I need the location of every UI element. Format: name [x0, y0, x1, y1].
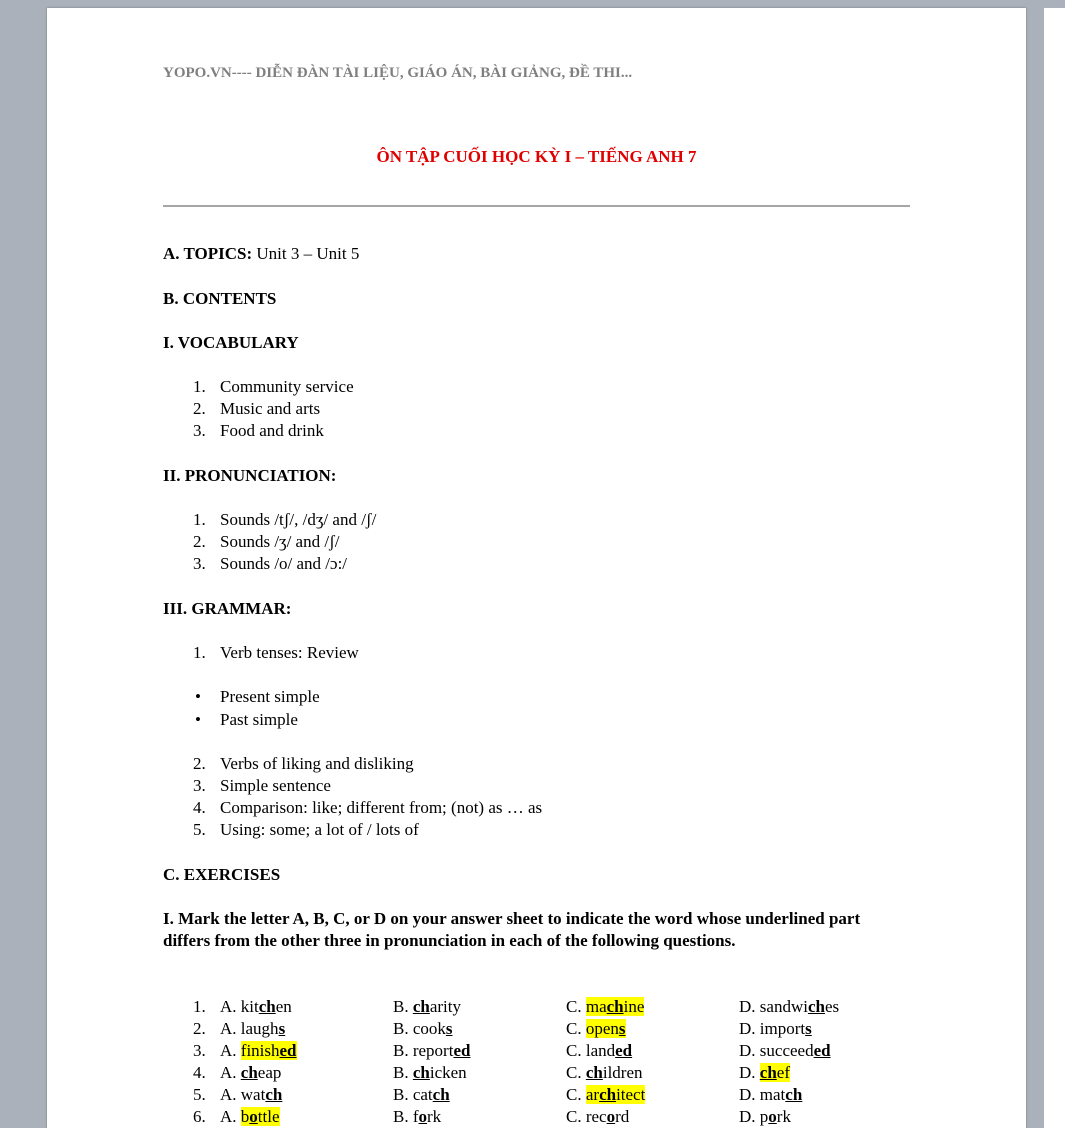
answer-option [566, 1018, 626, 1040]
option-word [413, 1063, 467, 1082]
word-start: cook [412, 1019, 446, 1038]
question-number: 6. [193, 1107, 206, 1126]
word-end: arity [429, 997, 461, 1016]
word-end: en [275, 997, 292, 1016]
option-word [586, 1085, 645, 1104]
underlined-part: ed [453, 1041, 471, 1060]
answer-option [566, 1040, 632, 1062]
option-word [760, 1063, 790, 1082]
option-word [760, 1085, 803, 1104]
option-word [586, 1041, 632, 1060]
word-start: f [412, 1107, 419, 1126]
option-word [760, 1019, 812, 1038]
answer-option [220, 1040, 297, 1062]
option-letter: B. [393, 1085, 413, 1104]
underlined-part: ch [412, 997, 430, 1016]
word-start: land [585, 1041, 616, 1060]
option-letter: D. [739, 1019, 760, 1038]
underlined-part: ed [615, 1041, 633, 1060]
word-end: eap [257, 1063, 282, 1082]
horizontal-rule [163, 205, 910, 207]
list-item: Sounds /o/ and /ɔ:/ [220, 554, 348, 573]
option-letter: C. [566, 997, 586, 1016]
underlined-part: s [278, 1019, 286, 1038]
answer-option [739, 996, 839, 1018]
word-end: ine [623, 997, 645, 1016]
option-word [413, 1041, 471, 1060]
answer-option [393, 1106, 441, 1128]
word-end: icken [429, 1063, 467, 1082]
list-item: Food and drink [220, 421, 324, 440]
list-item: Community service [220, 377, 354, 396]
option-letter: B. [393, 1041, 413, 1060]
word-start: finish [240, 1041, 280, 1060]
word-start: kit [240, 997, 259, 1016]
topics-label: A. TOPICS: [163, 244, 253, 263]
answer-option [566, 1062, 643, 1084]
grammar-heading: III. GRAMMAR: [163, 599, 292, 618]
exercises-heading: C. EXERCISES [163, 865, 281, 884]
vocabulary-heading: I. VOCABULARY [163, 333, 299, 352]
option-word [760, 997, 839, 1016]
word-start: ar [585, 1085, 600, 1104]
answer-option [220, 1018, 285, 1040]
answer-option [393, 1084, 450, 1106]
bullet-point: • [195, 710, 201, 729]
word-start: wat [240, 1085, 266, 1104]
word-end: es [824, 997, 840, 1016]
word-start: b [240, 1107, 250, 1126]
list-item: Sounds /tʃ/, /dʒ/ and /ʃ/ [220, 510, 377, 529]
answer-option [393, 1018, 453, 1040]
option-letter: A. [220, 1041, 241, 1060]
word-start: p [759, 1107, 769, 1126]
answer-option [393, 1040, 470, 1062]
list-number: 1. [193, 643, 206, 662]
option-letter: C. [566, 1063, 586, 1082]
answer-option [739, 1040, 831, 1062]
option-letter: A. [220, 1107, 241, 1126]
option-word [241, 1041, 297, 1060]
word-start: sandwi [759, 997, 808, 1016]
word-start: report [412, 1041, 454, 1060]
underlined-part: ch [759, 1063, 777, 1082]
answer-option [739, 1084, 802, 1106]
option-word [241, 1107, 280, 1126]
underlined-part: ed [813, 1041, 831, 1060]
word-start: ma [585, 997, 607, 1016]
exercise-instruction: I. Mark the letter A, B, C, or D on your answer sheet to indicate the word whose underlined part differs from the other three in pronunciation in each of the following questions. [163, 909, 861, 950]
word-start: mat [759, 1085, 786, 1104]
word-start: cat [412, 1085, 433, 1104]
option-letter: C. [566, 1019, 586, 1038]
answer-option [566, 1084, 645, 1106]
option-letter: A. [220, 1063, 241, 1082]
option-letter: D. [739, 1063, 760, 1082]
word-start: rec [585, 1107, 607, 1126]
option-word [241, 997, 292, 1016]
answer-option [566, 1106, 629, 1128]
option-word [413, 1085, 450, 1104]
underlined-part: ch [606, 997, 624, 1016]
word-start: open [585, 1019, 619, 1038]
word-end: ildren [602, 1063, 643, 1082]
pronunciation-heading: II. PRONUNCIATION: [163, 466, 337, 485]
option-letter: D. [739, 1085, 760, 1104]
option-letter: D. [739, 1041, 760, 1060]
underlined-part: ch [585, 1063, 603, 1082]
option-word [241, 1063, 282, 1082]
answer-option [393, 1062, 467, 1084]
document-title: ÔN TẬP CUỐI HỌC KỲ I – TIẾNG ANH 7 [376, 147, 697, 166]
option-word [760, 1041, 831, 1060]
underlined-part: ch [265, 1085, 283, 1104]
list-item: Verbs of liking and disliking [220, 754, 414, 773]
option-letter: A. [220, 1085, 241, 1104]
option-letter: B. [393, 1019, 413, 1038]
underlined-part: ch [412, 1063, 430, 1082]
list-number: 3. [193, 776, 206, 795]
next-page-edge [1044, 8, 1065, 1128]
list-item: Using: some; a lot of / lots of [220, 820, 419, 839]
option-letter: D. [739, 997, 760, 1016]
underlined-part: ch [258, 997, 276, 1016]
word-start: import [759, 1019, 806, 1038]
word-end: rk [427, 1107, 442, 1126]
answer-option [739, 1018, 812, 1040]
list-item: Comparison: like; different from; (not) as … as [220, 798, 543, 817]
bullet-point: • [195, 687, 201, 706]
option-letter: C. [566, 1107, 586, 1126]
underlined-part: s [618, 1019, 626, 1038]
option-word [241, 1085, 283, 1104]
underlined-part: ch [432, 1085, 450, 1104]
option-letter: C. [566, 1041, 586, 1060]
question-number: 4. [193, 1063, 206, 1082]
bullet-item: Past simple [220, 710, 298, 729]
option-letter: A. [220, 997, 241, 1016]
list-item: Sounds /ʒ/ and /ʃ/ [220, 532, 340, 551]
answer-option [220, 1084, 282, 1106]
bullet-item: Present simple [220, 687, 320, 706]
answer-option [220, 996, 292, 1018]
contents-heading: B. CONTENTS [163, 289, 277, 308]
answer-option [220, 1062, 281, 1084]
underlined-part: ch [240, 1063, 258, 1082]
answer-option [739, 1106, 791, 1128]
option-word [586, 997, 645, 1016]
option-letter: B. [393, 997, 413, 1016]
list-number: 2. [193, 399, 206, 418]
underlined-part: o [606, 1107, 616, 1126]
option-letter: B. [393, 1063, 413, 1082]
answer-option [739, 1062, 790, 1084]
word-end: rd [615, 1107, 630, 1126]
list-number: 3. [193, 554, 206, 573]
underlined-part: o [768, 1107, 777, 1126]
option-word [586, 1063, 643, 1082]
word-end: rk [776, 1107, 791, 1126]
underlined-part: o [249, 1107, 258, 1126]
underlined-part: ch [599, 1085, 617, 1104]
word-start: laugh [240, 1019, 279, 1038]
option-word [413, 997, 461, 1016]
option-word [241, 1019, 285, 1038]
option-letter: D. [739, 1107, 760, 1126]
list-number: 5. [193, 820, 206, 839]
option-word [413, 1107, 441, 1126]
option-letter: B. [393, 1107, 413, 1126]
topics-value: Unit 3 – Unit 5 [252, 244, 360, 263]
document-page [47, 8, 1026, 1128]
word-start: succeed [759, 1041, 814, 1060]
underlined-part: ch [785, 1085, 803, 1104]
topics-line [163, 243, 359, 265]
list-number: 1. [193, 377, 206, 396]
question-number: 3. [193, 1041, 206, 1060]
underlined-part: o [418, 1107, 428, 1126]
list-number: 2. [193, 754, 206, 773]
list-number: 2. [193, 532, 206, 551]
question-number: 1. [193, 997, 206, 1016]
underlined-part: s [805, 1019, 812, 1038]
word-end: itect [616, 1085, 646, 1104]
answer-option [393, 996, 461, 1018]
question-number: 2. [193, 1019, 206, 1038]
list-item: Verb tenses: Review [220, 643, 359, 662]
option-word [760, 1107, 791, 1126]
answer-option [220, 1106, 280, 1128]
word-end: ef [776, 1063, 790, 1082]
option-word [586, 1107, 629, 1126]
answer-option [566, 996, 644, 1018]
option-letter: A. [220, 1019, 241, 1038]
underlined-part: s [445, 1019, 453, 1038]
list-item: Simple sentence [220, 776, 331, 795]
option-word [586, 1019, 626, 1038]
list-item: Music and arts [220, 399, 321, 418]
question-number: 5. [193, 1085, 206, 1104]
underlined-part: ch [807, 997, 825, 1016]
underlined-part: ed [279, 1041, 297, 1060]
list-number: 1. [193, 510, 206, 529]
option-word [413, 1019, 453, 1038]
list-number: 4. [193, 798, 206, 817]
word-end: ttle [257, 1107, 280, 1126]
list-number: 3. [193, 421, 206, 440]
page-header: YOPO.VN---- DIỄN ĐÀN TÀI LIỆU, GIÁO ÁN, BÀI GIẢNG, ĐỀ THI... [163, 65, 633, 81]
option-letter: C. [566, 1085, 586, 1104]
